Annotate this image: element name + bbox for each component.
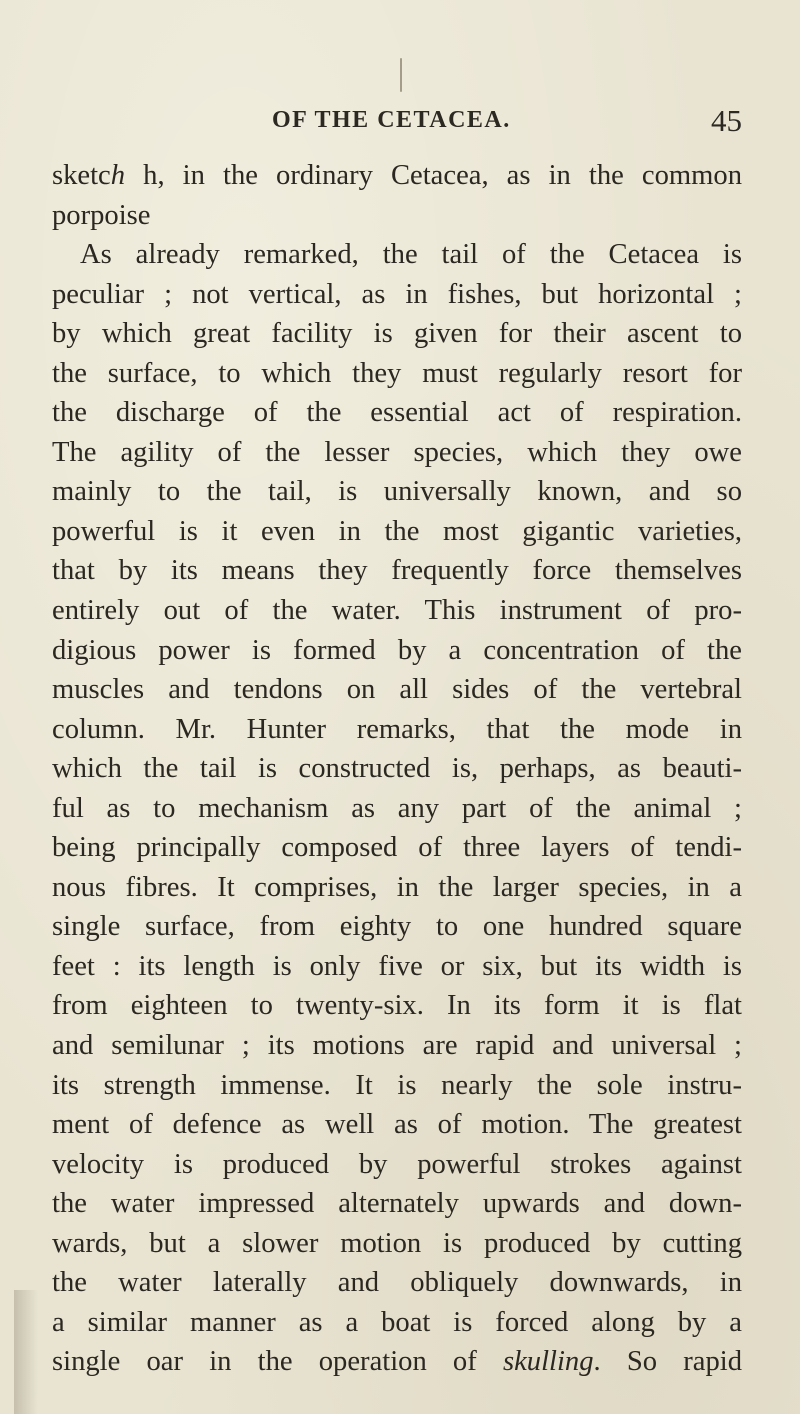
text-line: column. Mr. Hunter remarks, that the mode in xyxy=(52,713,742,745)
text-line: the discharge of the essential act of respiration. xyxy=(52,397,742,429)
running-head: OF THE CETACEA. xyxy=(272,107,511,133)
text-line: that by its means they frequently force themselves xyxy=(52,555,742,587)
text-line: The agility of the lesser species, which they owe xyxy=(52,436,742,468)
text-line: mainly to the tail, is universally known, and so xyxy=(52,476,742,508)
text-line: nous fibres. It comprises, in the larger species, in a xyxy=(52,871,742,903)
text-line: wards, but a slower motion is produced by cutting xyxy=(52,1227,742,1259)
text-line: its strength immense. It is nearly the sole instru- xyxy=(52,1069,742,1101)
text-line: single oar in the operation of skulling. So rapid xyxy=(52,1346,742,1378)
text-line: velocity is produced by powerful strokes against xyxy=(52,1148,742,1180)
text-line: single surface, from eighty to one hundred square xyxy=(52,911,742,943)
text-line: which the tail is constructed is, perhaps, as beauti- xyxy=(52,753,742,785)
text-line: the water laterally and obliquely downwards, in xyxy=(52,1267,742,1299)
text-line: from eighteen to twenty-six. In its form it is flat xyxy=(52,990,742,1022)
text-line: ful as to mechanism as any part of the animal ; xyxy=(52,792,742,824)
text-line: the surface, to which they must regularly resort for xyxy=(52,357,742,389)
text-line: the water impressed alternately upwards and down- xyxy=(52,1188,742,1220)
text-line: peculiar ; not vertical, as in fishes, but horizontal ; xyxy=(52,278,742,310)
text-line: feet : its length is only five or six, but its width is xyxy=(52,950,742,982)
page-number: 45 xyxy=(711,103,742,138)
text-line: entirely out of the water. This instrument of pro- xyxy=(52,595,742,627)
body-text xyxy=(52,156,742,1382)
text-line: by which great facility is given for their ascent to xyxy=(52,318,742,350)
margin-mark xyxy=(400,58,402,92)
text-line: As already remarked, the tail of the Cetacea is xyxy=(80,239,742,271)
text-line: porpoise xyxy=(52,199,151,231)
text-line: muscles and tendons on all sides of the vertebral xyxy=(52,674,742,706)
text-line: powerful is it even in the most gigantic varieties, xyxy=(52,515,742,547)
italic-term: h xyxy=(110,160,126,191)
italic-term: skulling xyxy=(502,1346,594,1378)
page-edge-shadow xyxy=(14,1290,38,1414)
text-line: sketch h, in the ordinary Cetacea, as in the common xyxy=(52,160,742,191)
text-line: digious power is formed by a concentration of the xyxy=(52,634,742,666)
text-line: being principally composed of three layers of tendi- xyxy=(52,832,742,864)
text-line: and semilunar ; its motions are rapid and universal ; xyxy=(52,1030,742,1062)
text-line: ment of defence as well as of motion. The greatest xyxy=(52,1109,742,1141)
text-line: a similar manner as a boat is forced along by a xyxy=(52,1306,742,1338)
page-header xyxy=(272,103,742,143)
